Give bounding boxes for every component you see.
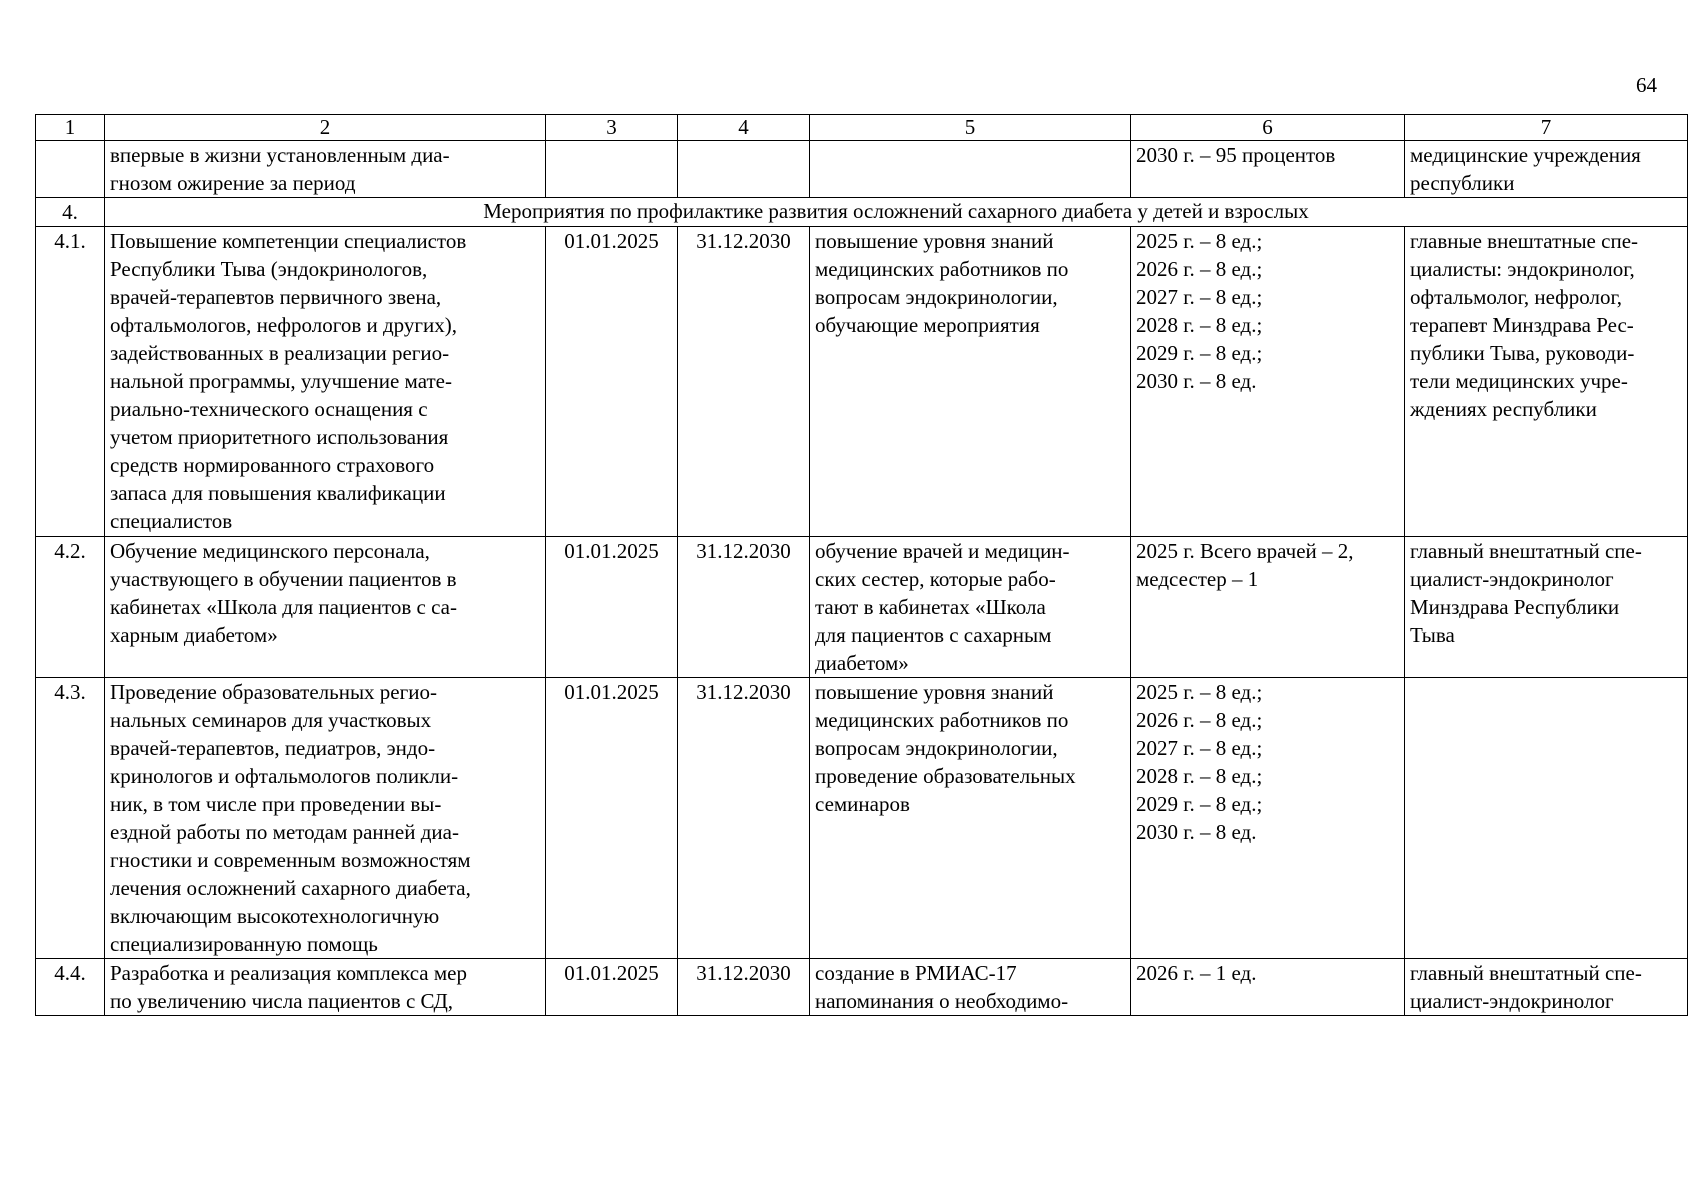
table-row xyxy=(36,678,1688,959)
section-number: 4. xyxy=(36,198,105,227)
cell-line: учетом приоритетного использования xyxy=(110,425,449,449)
continuation-col3 xyxy=(546,141,678,198)
row-end-date: 31.12.2030 xyxy=(678,678,810,959)
cell-line: ник, в том числе при проведении вы- xyxy=(110,792,442,816)
cell-line: 2026 г. – 8 ед.; xyxy=(1136,708,1263,732)
cell-line: 2027 г. – 8 ед.; xyxy=(1136,736,1263,760)
header-row xyxy=(36,115,1688,141)
cell-line: задействованных в реализации регио- xyxy=(110,341,450,365)
row-result xyxy=(810,678,1131,959)
cell-line: 2030 г. – 8 ед. xyxy=(1136,820,1257,844)
measures-table xyxy=(35,114,1688,1016)
continuation-row xyxy=(36,141,1688,198)
header-col-1: 1 xyxy=(36,115,105,141)
row-activity xyxy=(105,227,546,537)
row-start-date: 01.01.2025 xyxy=(546,959,678,1016)
cell-line: Повышение компетенции специалистов xyxy=(110,229,467,253)
continuation-num xyxy=(36,141,105,198)
cell-line: 2028 г. – 8 ед.; xyxy=(1136,764,1263,788)
cell-line: циалисты: эндокринолог, xyxy=(1410,257,1635,281)
cell-line: нальных семинаров для участковых xyxy=(110,708,432,732)
header-col-4: 4 xyxy=(678,115,810,141)
cell-line: 2026 г. – 1 ед. xyxy=(1136,961,1257,985)
cell-line: 2025 г. – 8 ед.; xyxy=(1136,680,1263,704)
section-title: Мероприятия по профилактике развития осложнений сахарного диабета у детей и взрослых xyxy=(105,198,1688,227)
cell-line: впервые в жизни установленным диа- xyxy=(110,143,450,167)
header-col-6: 6 xyxy=(1131,115,1405,141)
cell-line: участвующего в обучении пациентов в xyxy=(110,567,457,591)
row-start-date: 01.01.2025 xyxy=(546,537,678,678)
cell-line: харным диабетом» xyxy=(110,623,278,647)
cell-line: офтальмологов, нефрологов и других), xyxy=(110,313,457,337)
table-row xyxy=(36,227,1688,537)
row-indicators xyxy=(1131,678,1405,959)
cell-line: по увеличению числа пациентов с СД, xyxy=(110,989,454,1013)
section-row xyxy=(36,198,1688,227)
header-col-3: 3 xyxy=(546,115,678,141)
table-row xyxy=(36,959,1688,1016)
cell-line: тают в кабинетах «Школа xyxy=(815,595,1046,619)
cell-line: публики Тыва, руководи- xyxy=(1410,341,1635,365)
row-indicators xyxy=(1131,537,1405,678)
cell-line: медицинские учреждения xyxy=(1410,143,1641,167)
cell-line: диабетом» xyxy=(815,651,909,675)
cell-line: Минздрава Республики xyxy=(1410,595,1620,619)
cell-line: обучение врачей и медицин- xyxy=(815,539,1070,563)
cell-line: 2026 г. – 8 ед.; xyxy=(1136,257,1263,281)
row-end-date: 31.12.2030 xyxy=(678,537,810,678)
cell-line: Тыва xyxy=(1410,623,1455,647)
cell-line: гнозом ожирение за период xyxy=(110,171,356,195)
cell-line: 2027 г. – 8 ед.; xyxy=(1136,285,1263,309)
cell-line: Республики Тыва (эндокринологов, xyxy=(110,257,428,281)
cell-line: Проведение образовательных регио- xyxy=(110,680,437,704)
cell-line: республики xyxy=(1410,171,1515,195)
cell-line: 2029 г. – 8 ед.; xyxy=(1136,792,1263,816)
row-result xyxy=(810,537,1131,678)
cell-line: специалистов xyxy=(110,509,233,533)
cell-line: медсестер – 1 xyxy=(1136,567,1259,591)
continuation-col4 xyxy=(678,141,810,198)
row-end-date: 31.12.2030 xyxy=(678,227,810,537)
cell-line: главные внештатные спе- xyxy=(1410,229,1639,253)
row-start-date: 01.01.2025 xyxy=(546,678,678,959)
cell-line: повышение уровня знаний xyxy=(815,229,1054,253)
header-col-7: 7 xyxy=(1405,115,1688,141)
cell-line: врачей-терапевтов, педиатров, эндо- xyxy=(110,736,436,760)
cell-line: вопросам эндокринологии, xyxy=(815,285,1058,309)
cell-line: запаса для повышения квалификации xyxy=(110,481,446,505)
row-activity xyxy=(105,537,546,678)
row-activity xyxy=(105,959,546,1016)
header-col-5: 5 xyxy=(810,115,1131,141)
cell-line: нальной программы, улучшение мате- xyxy=(110,369,452,393)
row-number: 4.1. xyxy=(36,227,105,537)
row-indicators xyxy=(1131,227,1405,537)
continuation-col5 xyxy=(810,141,1131,198)
cell-line: 2025 г. – 8 ед.; xyxy=(1136,229,1263,253)
cell-line: средств нормированного страхового xyxy=(110,453,435,477)
cell-line: ждениях республики xyxy=(1410,397,1597,421)
cell-line: 2029 г. – 8 ед.; xyxy=(1136,341,1263,365)
row-result xyxy=(810,959,1131,1016)
cell-line: терапевт Минздрава Рес- xyxy=(1410,313,1634,337)
cell-line: офтальмолог, нефролог, xyxy=(1410,285,1622,309)
row-number: 4.4. xyxy=(36,959,105,1016)
row-responsible xyxy=(1405,678,1688,959)
cell-line: проведение образовательных xyxy=(815,764,1076,788)
cell-line: обучающие мероприятия xyxy=(815,313,1040,337)
cell-line: кабинетах «Школа для пациентов с са- xyxy=(110,595,457,619)
cell-line: гностики и современным возможностям xyxy=(110,848,471,872)
cell-line: главный внештатный спе- xyxy=(1410,961,1642,985)
page-number: 64 xyxy=(1636,73,1657,97)
continuation-responsible xyxy=(1405,141,1688,198)
cell-line: 2030 г. – 8 ед. xyxy=(1136,369,1257,393)
cell-line: лечения осложнений сахарного диабета, xyxy=(110,876,471,900)
cell-line: 2028 г. – 8 ед.; xyxy=(1136,313,1263,337)
cell-line: риально-технического оснащения с xyxy=(110,397,428,421)
cell-line: 2030 г. – 95 процентов xyxy=(1136,143,1336,167)
cell-line: кринологов и офтальмологов поликли- xyxy=(110,764,459,788)
cell-line: циалист-эндокринолог xyxy=(1410,567,1614,591)
row-responsible xyxy=(1405,959,1688,1016)
cell-line: специализированную помощь xyxy=(110,932,378,956)
table-row xyxy=(36,537,1688,678)
cell-line: напоминания о необходимо- xyxy=(815,989,1069,1013)
cell-line: тели медицинских учре- xyxy=(1410,369,1628,393)
continuation-activity xyxy=(105,141,546,198)
cell-line: ездной работы по методам ранней диа- xyxy=(110,820,459,844)
row-responsible xyxy=(1405,537,1688,678)
row-number: 4.2. xyxy=(36,537,105,678)
row-start-date: 01.01.2025 xyxy=(546,227,678,537)
header-col-2: 2 xyxy=(105,115,546,141)
continuation-indicators xyxy=(1131,141,1405,198)
cell-line: создание в РМИАС-17 xyxy=(815,961,1017,985)
cell-line: ских сестер, которые рабо- xyxy=(815,567,1056,591)
row-number: 4.3. xyxy=(36,678,105,959)
cell-line: Обучение медицинского персонала, xyxy=(110,539,430,563)
cell-line: врачей-терапевтов первичного звена, xyxy=(110,285,442,309)
cell-line: медицинских работников по xyxy=(815,708,1069,732)
cell-line: для пациентов с сахарным xyxy=(815,623,1052,647)
row-responsible xyxy=(1405,227,1688,537)
cell-line: 2025 г. Всего врачей – 2, xyxy=(1136,539,1354,563)
cell-line: медицинских работников по xyxy=(815,257,1069,281)
row-result xyxy=(810,227,1131,537)
row-end-date: 31.12.2030 xyxy=(678,959,810,1016)
cell-line: циалист-эндокринолог xyxy=(1410,989,1614,1013)
row-indicators xyxy=(1131,959,1405,1016)
cell-line: повышение уровня знаний xyxy=(815,680,1054,704)
cell-line: вопросам эндокринологии, xyxy=(815,736,1058,760)
cell-line: главный внештатный спе- xyxy=(1410,539,1642,563)
row-activity xyxy=(105,678,546,959)
cell-line: включающим высокотехнологичную xyxy=(110,904,440,928)
cell-line: Разработка и реализация комплекса мер xyxy=(110,961,467,985)
cell-line: семинаров xyxy=(815,792,910,816)
